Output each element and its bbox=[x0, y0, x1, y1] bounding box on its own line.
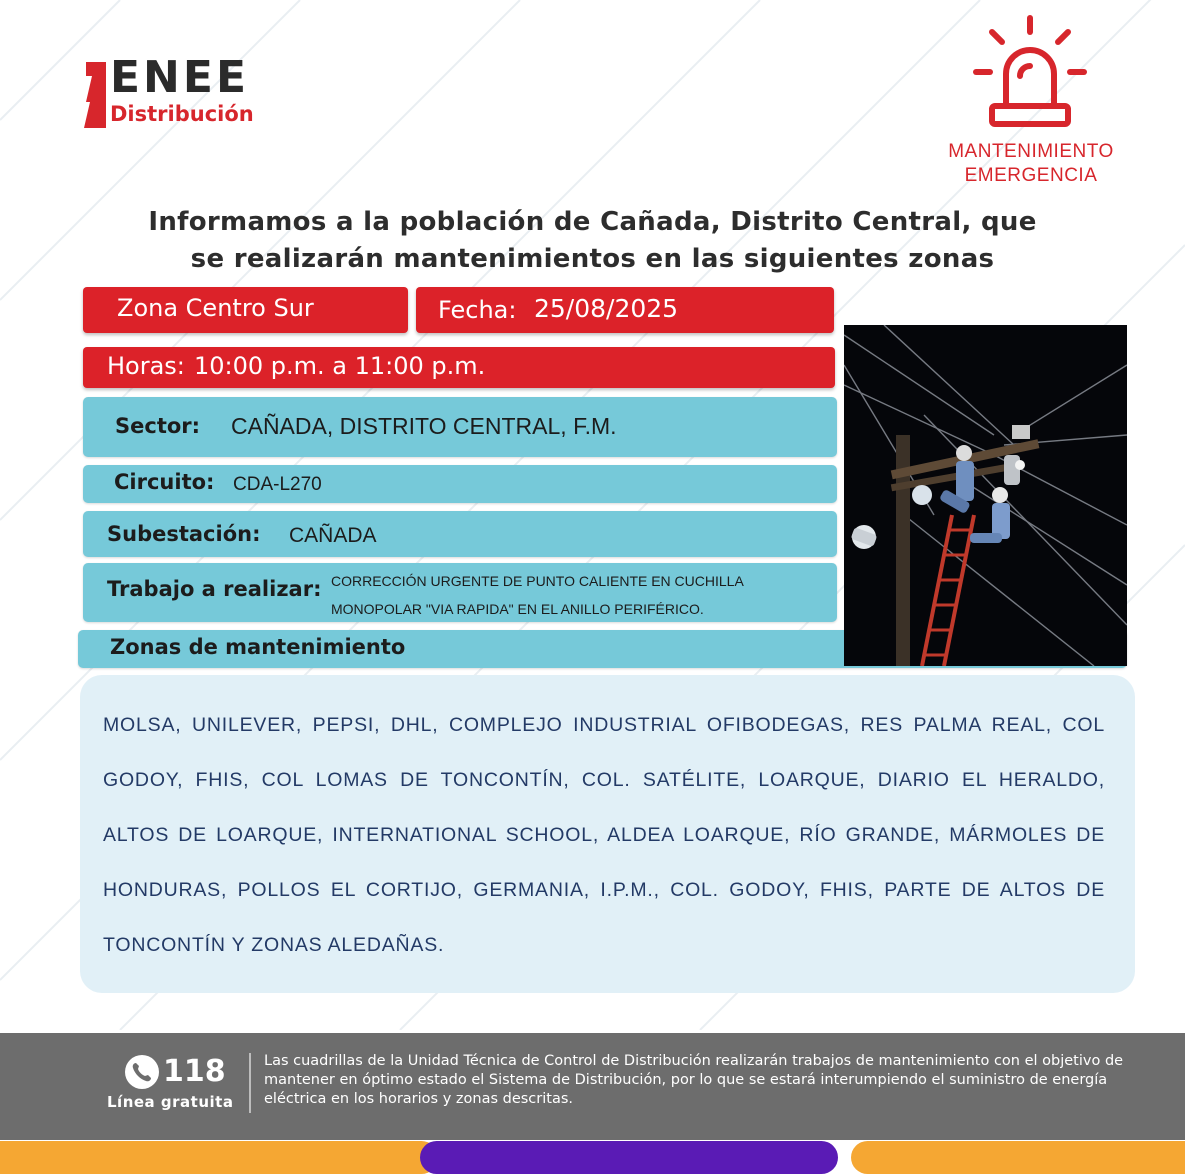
phone-number[interactable]: 118 bbox=[163, 1054, 226, 1089]
sector-label: Sector: bbox=[115, 414, 201, 438]
subestacion-value: CAÑADA bbox=[289, 524, 377, 547]
strip-orange-left bbox=[0, 1141, 438, 1174]
trabajo-bar bbox=[83, 563, 837, 622]
linemen-illustration bbox=[844, 325, 1127, 666]
phone-label: Línea gratuita bbox=[107, 1093, 234, 1111]
logo-wordmark: ENEE bbox=[110, 52, 249, 103]
circuito-label: Circuito: bbox=[114, 470, 215, 494]
zona-label: Zona Centro Sur bbox=[117, 294, 314, 322]
enee-logo bbox=[84, 52, 324, 130]
circuito-value: CDA-L270 bbox=[233, 474, 322, 495]
fecha-bar bbox=[416, 287, 834, 333]
phone-icon bbox=[125, 1055, 159, 1089]
horas-value: 10:00 p.m. a 11:00 p.m. bbox=[194, 352, 486, 380]
strip-orange-right bbox=[851, 1141, 1185, 1174]
trabajo-line-2: MONOPOLAR "VIA RAPIDA" EN EL ANILLO PERIFÉRICO. bbox=[331, 601, 704, 617]
subestacion-label: Subestación: bbox=[107, 522, 261, 546]
footer-note: Las cuadrillas de la Unidad Técnica de Control de Distribución realizarán trabajos de mantenimiento con el objetivo de mantener en óptimo estado el Sistema de Distribución, por lo que se estará interumpiendo el suministro de energía eléctrica en los horarios y zonas descritas. bbox=[264, 1053, 1124, 1107]
badge-line-2: EMERGENCIA bbox=[964, 165, 1098, 186]
logo-subtitle: Distribución bbox=[110, 102, 254, 126]
headline-line-1: Informamos a la población de Cañada, Distrito Central, que bbox=[148, 207, 1037, 237]
subestacion-bar bbox=[83, 511, 837, 557]
headline-line-2: se realizarán mantenimientos en las siguientes zonas bbox=[190, 244, 995, 274]
strip-purple bbox=[420, 1141, 838, 1174]
zona-bar bbox=[83, 287, 408, 333]
siren-icon bbox=[970, 14, 1090, 132]
horas-label: Horas: bbox=[107, 352, 185, 380]
fecha-value: 25/08/2025 bbox=[534, 294, 679, 323]
zonas-label: Zonas de mantenimiento bbox=[110, 635, 406, 659]
badge-line-1: MANTENIMIENTO bbox=[948, 141, 1114, 162]
horas-bar bbox=[83, 347, 835, 388]
trabajo-label: Trabajo a realizar: bbox=[107, 577, 322, 601]
emergency-badge-text bbox=[920, 140, 1142, 188]
sector-bar bbox=[83, 397, 837, 457]
trabajo-line-1: CORRECCIÓN URGENTE DE PUNTO CALIENTE EN CUCHILLA bbox=[331, 573, 744, 589]
sector-value: CAÑADA, DISTRITO CENTRAL, F.M. bbox=[231, 413, 617, 439]
trabajo-value bbox=[331, 567, 744, 623]
circuito-bar bbox=[83, 465, 837, 503]
footer-divider bbox=[249, 1053, 251, 1113]
logo-mark-icon bbox=[84, 62, 106, 128]
fecha-label: Fecha: bbox=[438, 296, 517, 324]
headline bbox=[60, 204, 1125, 278]
linemen-photo bbox=[844, 325, 1127, 666]
zonas-list: MOLSA, UNILEVER, PEPSI, DHL, COMPLEJO INDUSTRIAL OFIBODEGAS, RES PALMA REAL, COL GODOY, FHIS, COL LOMAS DE TONCONTÍN, COL. SATÉLITE, LOARQUE, DIARIO EL HERALDO, ALTOS DE LOARQUE, INTERNATIONAL SCHOOL, ALDEA LOARQUE, RÍO GRANDE, MÁRMOLES DE HONDURAS, POLLOS EL CORTIJO, GERMANIA, I.P.M., COL. GODOY, FHIS, PARTE DE ALTOS DE TONCONTÍN Y ZONAS ALEDAÑAS. bbox=[103, 714, 1105, 956]
